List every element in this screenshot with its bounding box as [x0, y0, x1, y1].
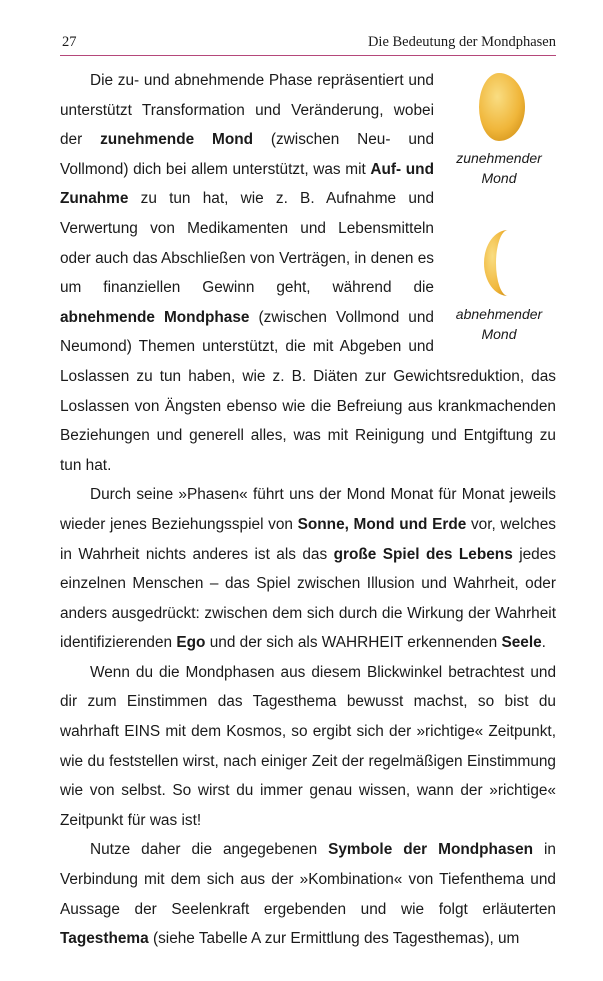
bold-term: große Spiel des Lebens: [333, 545, 513, 563]
bold-term: zunehmende Mond: [100, 131, 254, 149]
text-run: (siehe Tabelle A zur Ermittlung des Tagesthemas), um: [148, 930, 520, 948]
waxing-moon-icon: [468, 70, 530, 144]
text-run: Durch seine »Phasen« führt uns der Mond Monat für Monat jeweils wieder jenes Beziehungsspiel von: [60, 486, 556, 533]
text-run: (zwischen Neu- und Vollmond) dich bei allem unterstützt, was mit: [60, 131, 434, 178]
bold-term: Sonne, Mond und Erde: [297, 515, 467, 533]
moon-phase-figures: [442, 66, 556, 353]
bold-term: Tagesthema: [60, 930, 149, 948]
waning-caption-line-2: Mond: [481, 326, 517, 342]
page-body: [60, 66, 556, 954]
text-run: vor, welches in Wahrheit nichts anderes ist als das: [60, 515, 556, 563]
paragraph: [60, 658, 556, 836]
text-run: .: [541, 634, 546, 652]
text-run: Wenn du die Mondphasen aus diesem Blickwinkel betrachtest und dir zum Einstimmen das Tagesthema bewusst machst, so bist du wahrhaft EINS mit dem Kosmos, so ergibt sich der »richtige« Zeitpunkt, wie du feststellen wirst, nach einiger Zeit der regelmäßigen Einstimmung wie von selbst. So wirst du immer genau wissen, wann der »richtige« Zeitpunkt für was ist!: [60, 663, 556, 829]
text-run: Die zu- und abnehmende Phase repräsentiert und unterstützt Transformation und Veränderung, wobei der: [60, 72, 434, 149]
waxing-moon-caption: [442, 148, 556, 188]
page-number: 27: [62, 34, 77, 50]
text-run: zu tun hat, wie z. B. Aufnahme und Verwertung von Medikamenten und Lebensmitteln oder auch das Abschließen von Verträgen, in denen es um finanziellen Gewinn geht, während die: [60, 190, 434, 297]
bold-term: abnehmende Mondphase: [60, 308, 250, 326]
text-run: in Verbindung mit dem sich aus der »Kombination« von Tiefenthema und Aussage der Seelenkraft ergebenden und wie folgt erläuterten: [60, 841, 556, 918]
bold-term: Auf- und Zunahme: [60, 160, 434, 208]
waning-moon-figure: [442, 226, 556, 378]
bold-term: Seele: [501, 634, 542, 652]
waxing-caption-line-2: Mond: [481, 170, 517, 186]
page-header: [60, 33, 556, 56]
waxing-caption-line-1: zunehmender: [456, 150, 542, 166]
running-title: Die Bedeutung der Mondphasen: [367, 34, 556, 50]
bold-term: Ego: [176, 634, 206, 652]
text-run: (zwischen Vollmond und Neumond) Themen unterstützt, die mit Abgeben und Loslassen zu tun haben, wie z. B. Diäten zur Gewichtsreduktion, das Loslassen von Ängsten ebenso wie die Befreiung aus krankmachenden Beziehungen und generell alles, was mit Reinigung und Entgiftung zu tun hat.: [60, 308, 556, 474]
waning-moon-caption: [442, 304, 556, 344]
waning-caption-line-1: abnehmender: [455, 306, 543, 322]
text-run: Nutze daher die angegebenen: [90, 841, 329, 859]
waning-moon-icon: [468, 226, 530, 300]
paragraph: [60, 480, 556, 658]
waxing-moon-figure: [442, 70, 556, 222]
paragraph: [60, 835, 556, 953]
bold-term: Symbole der Mondphasen: [328, 841, 534, 859]
text-run: jedes einzelnen Menschen – das Spiel zwischen Illusion und Wahrheit, oder anders ausgedrückt: zwischen dem sich durch die Wirkung der Wahrheit identifizierenden: [60, 545, 556, 652]
text-run: und der sich als WAHRHEIT erkennenden: [205, 634, 502, 652]
